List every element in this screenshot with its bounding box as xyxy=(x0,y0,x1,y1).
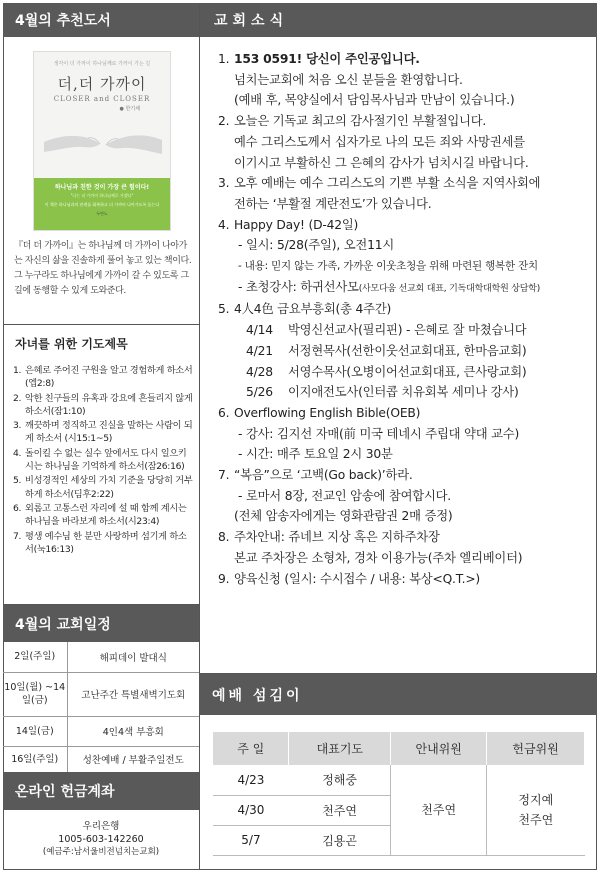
prayer-text: 비성경적인 세상의 가치 기준을 당당히 거부하게 하소서(딤후2:22) xyxy=(25,475,193,500)
revival-speaker: 이지애전도사(인터콥 치유회복 세미나 강사) xyxy=(288,385,519,400)
church-schedule-section xyxy=(3,605,199,773)
worship-servants-header: 예배 섬김이 xyxy=(200,673,597,715)
schedule-date: 14일(금) xyxy=(3,716,67,746)
prayer-text: 돌이킬 수 없는 실수 앞에서도 다시 일으키시는 하나님을 기억하게 하소서(잠26:16) xyxy=(25,447,187,473)
news-line: 전하는 ‘부활절 계란전도’가 있습니다. xyxy=(234,196,432,211)
prayer-number: 7. xyxy=(13,530,22,542)
news-line: 153 0591! 당신이 주인공입니다. xyxy=(234,52,420,66)
prayer-text: 평생 예수님 한 분만 사랑하며 섬기게 하소서(눅16:13) xyxy=(25,530,187,555)
news-line: Overflowing English Bible(OEB) xyxy=(234,405,421,420)
worship-date: 4/30 xyxy=(213,795,289,825)
prayer-number: 4. xyxy=(13,447,22,459)
online-offering-section xyxy=(3,772,199,859)
news-line: 본교 주차장은 소형차, 경차 이용가능(주차 엘리베이터) xyxy=(234,550,523,565)
speaker-label: - 초청강사: 하귀선사모 xyxy=(238,279,359,294)
news-number: 7. xyxy=(218,468,230,483)
schedule-date: 16일(주일) xyxy=(3,746,67,772)
worship-servants-table xyxy=(213,732,585,856)
band-publisher: 두란노 xyxy=(96,211,108,216)
schedule-event: 4인4색 부흥회 xyxy=(67,716,199,746)
prayer-item xyxy=(13,364,199,391)
prayer-list xyxy=(3,352,199,556)
book-cover-image xyxy=(33,51,171,231)
news-item xyxy=(218,299,597,403)
revival-date: 4/14 xyxy=(246,323,273,338)
table-row xyxy=(3,672,199,716)
news-item xyxy=(218,465,597,527)
prayer-item xyxy=(13,530,199,557)
offering-server: 천주연 xyxy=(518,812,554,827)
news-title: Happy Day! (D-42일) xyxy=(234,217,359,232)
news-line: 양육신청 (일시: 수시접수 / 내용: 복상<Q.T.>) xyxy=(234,571,481,586)
news-title: 4人4色 금요부흥회(총 4주간) xyxy=(234,302,392,317)
news-item xyxy=(218,215,597,300)
worship-usher: 천주연 xyxy=(391,765,487,855)
news-number: 9. xyxy=(218,571,230,586)
revival-row xyxy=(234,341,594,362)
prayer-text: 은혜로 주어진 구원을 알고 경험하게 하소서(엡2:8) xyxy=(25,365,193,390)
worship-prayer-leader: 천주연 xyxy=(289,795,391,825)
book-cover-band xyxy=(34,178,170,230)
news-number: 5. xyxy=(218,302,230,317)
revival-date: 4/21 xyxy=(246,343,273,358)
account-holder: (예금주:남서울비전넘치는교회) xyxy=(42,847,160,857)
schedule-event: 고난주간 특별새벽기도회 xyxy=(67,672,199,716)
table-row xyxy=(3,746,199,772)
prayer-text: 깨끗하며 정직하고 진실을 말하는 사람이 되게 하소서 (시15:1~5) xyxy=(25,420,193,445)
book-cover-subtitle: CLOSER and CLOSER xyxy=(53,95,151,103)
schedule-table xyxy=(3,642,199,773)
online-offering-header: 온라인 헌금계좌 xyxy=(3,772,199,810)
table-row xyxy=(3,642,199,672)
column-header: 안내위원 xyxy=(391,732,487,765)
prayer-item xyxy=(13,419,199,446)
revival-row xyxy=(234,362,594,383)
band-quote: "나는 더 가까이 하나님께로 가겠다" xyxy=(70,193,134,198)
right-column xyxy=(200,3,597,870)
news-line: 오늘은 기독교 최고의 감사절기인 부활절입니다. xyxy=(234,114,487,129)
news-item xyxy=(218,173,597,214)
bank-name: 우리은행 xyxy=(82,821,120,832)
news-text xyxy=(234,215,594,300)
news-item xyxy=(218,403,597,465)
schedule-date: 2일(주일) xyxy=(3,642,67,672)
book-cover-top-note: 생각이 더 가까이 하나님께로 가까이 가는 길 xyxy=(53,61,151,67)
news-item xyxy=(218,111,597,173)
table-row xyxy=(213,765,585,795)
prayer-number: 6. xyxy=(13,502,22,514)
news-item xyxy=(218,527,597,568)
table-header-row xyxy=(213,732,585,765)
band-headline: 하나님과 친한 것이 가장 큰 힘이다! xyxy=(54,184,150,191)
column-header: 주 일 xyxy=(213,732,289,765)
prayer-number: 3. xyxy=(13,420,22,432)
prayer-item xyxy=(13,447,199,474)
news-number: 4. xyxy=(218,217,230,232)
news-text xyxy=(234,403,594,465)
worship-offering-servers xyxy=(487,765,585,855)
book-cover-title: 더,더 가까이 xyxy=(57,75,147,93)
news-line: (예배 후, 목양실에서 담임목사님과 만남이 있습니다.) xyxy=(234,93,515,108)
news-text xyxy=(234,49,594,111)
worship-servants-section xyxy=(200,673,597,848)
prayer-item xyxy=(13,474,199,501)
news-text xyxy=(234,111,594,173)
column-header: 헌금위원 xyxy=(487,732,585,765)
prayer-item xyxy=(13,502,199,529)
news-line: - 시간: 매주 토요일 2시 30분 xyxy=(238,447,393,462)
schedule-date: 10일(월) ~14일(금) xyxy=(3,672,67,716)
revival-date: 4/28 xyxy=(246,364,273,379)
prayer-topics-section xyxy=(3,325,199,605)
recommended-book-section xyxy=(3,3,199,325)
revival-date: 5/26 xyxy=(246,385,273,400)
prayer-item xyxy=(13,392,199,419)
church-news-header: 교회소식 xyxy=(200,3,597,37)
prayer-text: 외롭고 고통스런 자리에 설 때 함께 계시는 하나님을 바라보게 하소서(시23:4) xyxy=(25,502,187,528)
news-item xyxy=(218,49,597,111)
worship-date: 5/7 xyxy=(213,825,289,855)
reaching-hands-illustration xyxy=(44,116,162,170)
worship-date: 4/23 xyxy=(213,765,289,795)
news-text xyxy=(234,569,594,590)
prayer-text: 악한 친구들의 유혹과 강요에 흔들리지 않게 하소서(잠1:10) xyxy=(25,392,193,417)
news-text xyxy=(234,173,594,214)
revival-speaker: 박영신선교사(필리핀) - 은혜로 잘 마쳤습니다 xyxy=(288,323,527,338)
column-header: 대표기도 xyxy=(289,732,391,765)
news-list xyxy=(200,37,597,589)
news-line: - 일시: 5/28(주일), 오전11시 xyxy=(238,238,395,253)
account-number: 1005-603-142260 xyxy=(58,834,144,845)
news-line: 예수 그리스도께서 십자가로 나의 모든 죄와 사망권세를 xyxy=(234,134,525,149)
news-text xyxy=(234,527,594,568)
schedule-event: 해피데이 발대식 xyxy=(67,642,199,672)
offering-server: 정지예 xyxy=(518,792,554,807)
news-line: - 내용: 믿지 않는 가족, 가까운 이웃초청을 위해 마련된 행복한 잔치 xyxy=(238,260,538,273)
news-text xyxy=(234,299,594,403)
online-offering-details xyxy=(3,810,199,859)
news-line xyxy=(234,277,594,300)
news-line: 주차안내: 쥬네브 지상 혹은 지하주차장 xyxy=(234,530,440,545)
news-line: - 강사: 김지선 자매(前 미국 테네시 주립대 약대 교수) xyxy=(238,426,520,441)
news-line: “복음”으로 ‘고백(Go back)’하라. xyxy=(234,468,413,483)
worship-prayer-leader: 김용곤 xyxy=(289,825,391,855)
worship-prayer-leader: 정해중 xyxy=(289,765,391,795)
revival-row xyxy=(234,320,594,341)
left-column xyxy=(3,3,200,870)
news-item xyxy=(218,569,597,590)
speaker-note: (사모다움 선교회 대표, 기독대학대학원 상담학) xyxy=(358,283,541,294)
band-blurb: 이 책은 하나님과의 관계를 회복하고 더 가까이 나아가도록 돕는다 xyxy=(44,202,160,207)
prayer-topics-title: 자녀를 위한 기도제목 xyxy=(15,337,128,351)
news-line: 이기시고 부활하신 그 은혜의 감사가 넘치시길 바랍니다. xyxy=(234,155,529,170)
news-line: - 로마서 8장, 전교인 암송에 참여합시다. xyxy=(238,488,452,503)
prayer-number: 1. xyxy=(13,365,22,376)
church-schedule-header: 4월의 교회일정 xyxy=(3,605,199,642)
recommended-book-header: 4월의 추천도서 xyxy=(3,3,199,37)
schedule-event: 성찬예배 / 부활주일전도 xyxy=(67,746,199,772)
book-cover-author: ● 한기채 xyxy=(119,106,140,112)
news-number: 3. xyxy=(218,176,230,191)
news-line: 넘치는교회에 처음 오신 분들을 환영합니다. xyxy=(234,72,463,87)
church-news-section xyxy=(200,3,597,589)
table-row xyxy=(3,716,199,746)
prayer-number: 2. xyxy=(13,392,22,404)
news-number: 8. xyxy=(218,530,230,545)
book-description: 『더 더 가까이』는 하나님께 더 가까이 나아가는 자신의 삶을 진솔하게 풀어 놓고 있는 책이다. 그 누구라도 하나님에게 가까이 갈 수 있도록 그 길에 동행할 수 있게 도와준다. xyxy=(14,241,192,296)
prayer-number: 5. xyxy=(13,475,22,487)
news-number: 6. xyxy=(218,405,230,420)
revival-speaker: 서정현목사(선한이웃선교회대표, 한마음교회) xyxy=(288,343,527,358)
news-line: 오후 예배는 예수 그리스도의 기쁜 부활 소식을 지역사회에 xyxy=(234,176,541,191)
revival-row xyxy=(234,382,594,403)
revival-speaker: 서영수목사(오병이어선교회대표, 큰사랑교회) xyxy=(288,364,527,379)
news-number: 1. xyxy=(218,52,230,66)
news-number: 2. xyxy=(218,114,230,129)
news-text xyxy=(234,465,594,527)
news-line: (전체 암송자에게는 영화관람권 2매 증정) xyxy=(234,509,453,524)
